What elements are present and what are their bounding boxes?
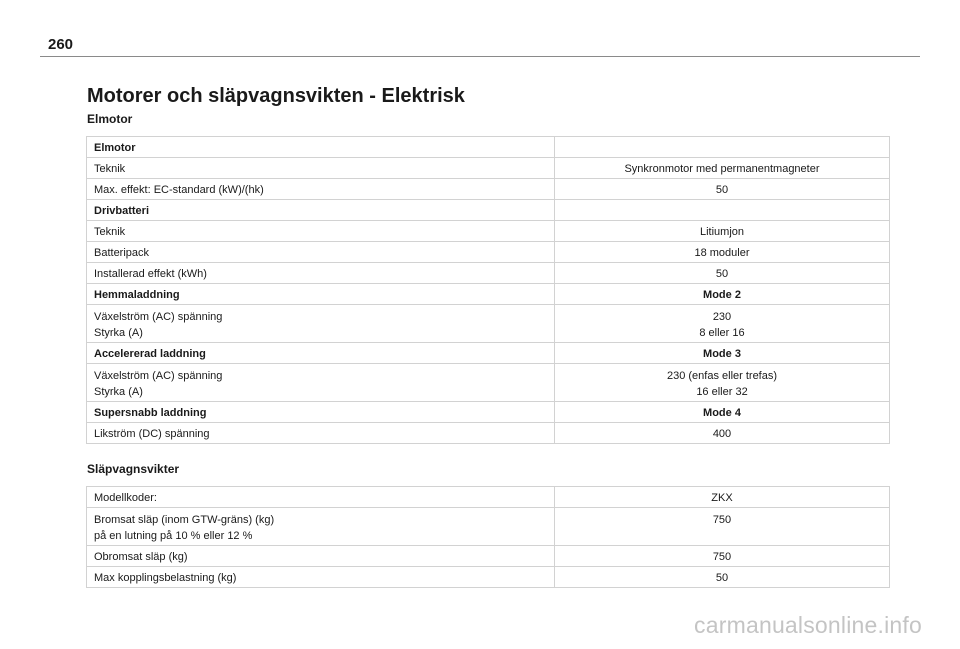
spec-value-text: 18 moduler xyxy=(694,247,750,259)
spec-label xyxy=(87,343,555,364)
section-heading-slapvagnsvikter: Släpvagnsvikter xyxy=(87,462,180,476)
spec-label xyxy=(87,263,555,284)
spec-label xyxy=(87,200,555,221)
spec-value xyxy=(555,242,890,263)
spec-value xyxy=(555,508,890,546)
table-row xyxy=(87,546,890,567)
spec-label-text: Batteripack xyxy=(94,247,150,259)
spec-value xyxy=(555,179,890,200)
table-section-header xyxy=(87,343,890,364)
table-row xyxy=(87,508,890,546)
trailer-weight-table xyxy=(86,486,890,588)
spec-label xyxy=(87,364,555,402)
spec-label-text: Växelström (AC) spänning xyxy=(94,311,223,323)
table-section-header xyxy=(87,200,890,221)
spec-label xyxy=(87,221,555,242)
watermark: carmanualsonline.info xyxy=(694,612,922,638)
spec-label xyxy=(87,305,555,343)
spec-label-text: Modellkoder: xyxy=(94,492,157,504)
spec-label xyxy=(87,567,555,588)
table-row xyxy=(87,567,890,588)
header-rule xyxy=(40,56,920,57)
spec-value-text: 750 xyxy=(712,551,732,563)
table-row xyxy=(87,158,890,179)
spec-value xyxy=(555,221,890,242)
spec-value-text: 750 xyxy=(712,514,732,526)
spec-value-text: 230 xyxy=(712,311,732,323)
spec-value-text: Mode 3 xyxy=(703,348,741,360)
spec-value-text: 50 xyxy=(715,572,729,584)
spec-label-text: Accelererad laddning xyxy=(94,348,206,360)
spec-label-text: Drivbatteri xyxy=(94,205,150,217)
page-title: Motorer och släpvagnsvikten - Elektrisk xyxy=(87,85,465,107)
spec-value-text: Litiumjon xyxy=(699,226,745,238)
page-number: 260 xyxy=(48,36,74,53)
spec-value-text-2: 16 eller 32 xyxy=(696,386,748,398)
spec-label xyxy=(87,137,555,158)
table-row xyxy=(87,263,890,284)
spec-label-text: Teknik xyxy=(94,163,126,175)
spec-value xyxy=(555,284,890,305)
spec-value xyxy=(555,364,890,402)
spec-value xyxy=(555,402,890,423)
table-row xyxy=(87,364,890,402)
spec-value-text: Synkronmotor med permanentmagneter xyxy=(624,163,820,175)
spec-label xyxy=(87,242,555,263)
spec-value-text: ZKX xyxy=(711,492,733,504)
spec-value xyxy=(555,158,890,179)
spec-value-text-2: 8 eller 16 xyxy=(699,327,745,339)
spec-value xyxy=(555,343,890,364)
spec-label-text-2: Styrka (A) xyxy=(94,327,143,339)
spec-label-text: Hemmaladdning xyxy=(94,289,180,301)
table-section-header xyxy=(87,137,890,158)
spec-label xyxy=(87,508,555,546)
spec-label-text: Obromsat släp (kg) xyxy=(94,551,188,563)
spec-value-text: 50 xyxy=(715,184,729,196)
section-heading-elmotor: Elmotor xyxy=(87,112,133,126)
spec-label-text-2: Styrka (A) xyxy=(94,386,143,398)
table-row xyxy=(87,487,890,508)
spec-value xyxy=(555,200,890,221)
spec-label xyxy=(87,546,555,567)
spec-label-text-2: på en lutning på 10 % eller 12 % xyxy=(94,530,253,542)
spec-label-text: Likström (DC) spänning xyxy=(94,428,210,440)
spec-value xyxy=(555,305,890,343)
table-row xyxy=(87,305,890,343)
spec-value xyxy=(555,423,890,444)
spec-label-text: Växelström (AC) spänning xyxy=(94,370,223,382)
spec-label xyxy=(87,423,555,444)
table-row xyxy=(87,242,890,263)
spec-value-text: 50 xyxy=(715,268,729,280)
table-row xyxy=(87,179,890,200)
elmotor-spec-table xyxy=(86,136,890,444)
spec-value-text: 230 (enfas eller trefas) xyxy=(666,370,778,382)
spec-label xyxy=(87,179,555,200)
table-section-header xyxy=(87,402,890,423)
spec-value xyxy=(555,263,890,284)
spec-label-text: Bromsat släp (inom GTW-gräns) (kg) xyxy=(94,514,275,526)
table-row xyxy=(87,423,890,444)
spec-label xyxy=(87,402,555,423)
spec-label-text: Installerad effekt (kWh) xyxy=(94,268,207,280)
spec-label xyxy=(87,284,555,305)
spec-value xyxy=(555,546,890,567)
spec-label-text: Teknik xyxy=(94,226,126,238)
spec-label-text: Max kopplingsbelastning (kg) xyxy=(94,572,237,584)
spec-label-text: Elmotor xyxy=(94,142,136,154)
spec-value xyxy=(555,137,890,158)
spec-value-text: 400 xyxy=(712,428,732,440)
spec-value-text: Mode 4 xyxy=(703,407,741,419)
spec-label-text: Supersnabb laddning xyxy=(94,407,207,419)
spec-label-text: Max. effekt: EC-standard (kW)/(hk) xyxy=(94,184,264,196)
spec-value xyxy=(555,567,890,588)
spec-label xyxy=(87,487,555,508)
table-section-header xyxy=(87,284,890,305)
spec-value xyxy=(555,487,890,508)
table-row xyxy=(87,221,890,242)
spec-label xyxy=(87,158,555,179)
spec-value-text: Mode 2 xyxy=(703,289,741,301)
